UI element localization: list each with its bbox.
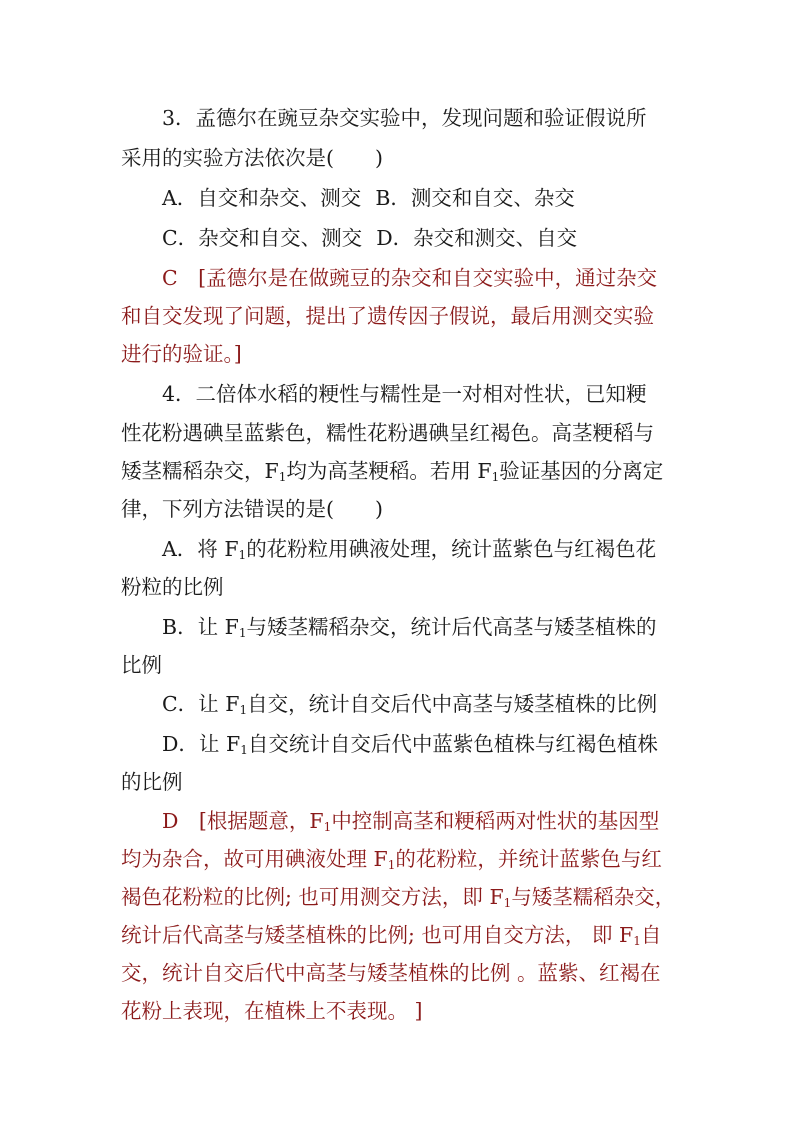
q4-option-c [162,690,722,718]
q4-option-a [162,535,722,563]
q4-option-b-text: 与矮茎糯稻杂交，统计后代高茎与矮茎植株的 [246,615,657,639]
q4-answer-text: 均为杂合，故可用碘液处理 F [121,847,388,871]
q4-option-d-text: D．让 F [162,732,241,756]
subscript-1: 1 [240,743,248,757]
q4-option-c-text: 自交，统计自交后代中高茎与矮茎植株的比例 [247,692,658,716]
q3-answer-line-2: 和自交发现了问题，提出了遗传因子假说，最后用测交实验 [121,304,654,328]
q4-stem-line-1: 4．二倍体水稻的粳性与糯性是一对相对性状，已知粳 [162,382,647,406]
q4-answer-text: 自 [640,923,662,947]
q3-options-cd [162,224,722,252]
q3-option-c: C．杂交和自交、测交 [162,226,363,250]
q3-option-a: A．自交和杂交、测交 [162,186,362,210]
q4-option-a-text: A．将 F [162,537,239,561]
q4-answer-line-4 [121,921,681,949]
q4-stem-text: 验证基因的分离定 [499,459,664,483]
q4-answer-line-6: 花粉上表现，在植株上不表现。 ] [121,999,423,1023]
q4-stem-line-2: 性花粉遇碘呈蓝紫色，糯性花粉遇碘呈红褐色。高茎粳稻与 [121,421,654,445]
q4-answer-text: D [根据题意，F [162,809,324,833]
q4-answer-text: 的花粉粒，并统计蓝紫色与红 [395,847,662,871]
q4-option-d-line-2: 的比例 [121,770,183,794]
subscript-1: 1 [323,820,332,834]
q4-stem-text: 矮茎糯稻杂交，F [121,459,279,483]
subscript-1: 1 [278,470,287,484]
q4-answer-text: 与矮茎糯稻杂交， [511,885,676,909]
subscript-1: 1 [491,470,500,484]
q4-option-a-line-2: 粉粒的比例 [121,575,224,599]
q4-stem-line-4: 律，下列方法错误的是( ) [121,497,383,521]
q4-answer-line-5: 交，统计自交后代中高茎与矮茎植株的比例 。蓝紫、红褐在 [121,961,661,985]
q4-option-a-text: 的花粉粒用碘液处理，统计蓝紫色与红褐色花 [246,537,657,561]
q3-option-d: D．杂交和测交、自交 [376,226,578,250]
q3-stem-line-2: 采用的实验方法依次是( ) [121,146,383,170]
q4-answer-line-1 [162,807,722,835]
q4-option-c-text: C．让 F [162,692,240,716]
subscript-1: 1 [633,934,641,948]
q4-answer-line-3 [121,883,681,911]
q3-stem-line-1: 3．孟德尔在豌豆杂交实验中，发现问题和验证假说所 [162,106,647,130]
q4-answer-line-2 [121,845,681,873]
subscript-1: 1 [238,626,247,640]
q3-options-ab [162,184,722,212]
q4-answer-text: 统计后代高茎与矮茎植株的比例; 也可用自交方法， 即 F [121,923,634,947]
q4-answer-text: 褐色花粉粒的比例; 也可用测交方法，即 F [121,885,504,909]
q4-stem-line-3 [121,457,681,485]
q4-option-d [162,730,722,758]
subscript-1: 1 [387,858,396,872]
q3-option-b: B．测交和自交、杂交 [375,186,575,210]
subscript-1: 1 [238,548,247,562]
subscript-1: 1 [239,703,248,717]
q4-option-d-text: 自交统计自交后代中蓝紫色植株与红褐色植株 [247,732,658,756]
q4-option-b-line-2: 比例 [121,653,162,677]
q4-option-b [162,613,722,641]
subscript-1: 1 [503,896,512,910]
q3-answer-line-3: 进行的验证。] [121,342,242,366]
q4-answer-text: 中控制高茎和粳稻两对性状的基因型 [331,809,660,833]
q4-stem-text: 均为高茎粳稻。若用 F [286,459,492,483]
q3-answer-line-1: C [孟德尔是在做豌豆的杂交和自交实验中，通过杂交 [162,266,658,290]
q4-option-b-text: B．让 F [162,615,239,639]
